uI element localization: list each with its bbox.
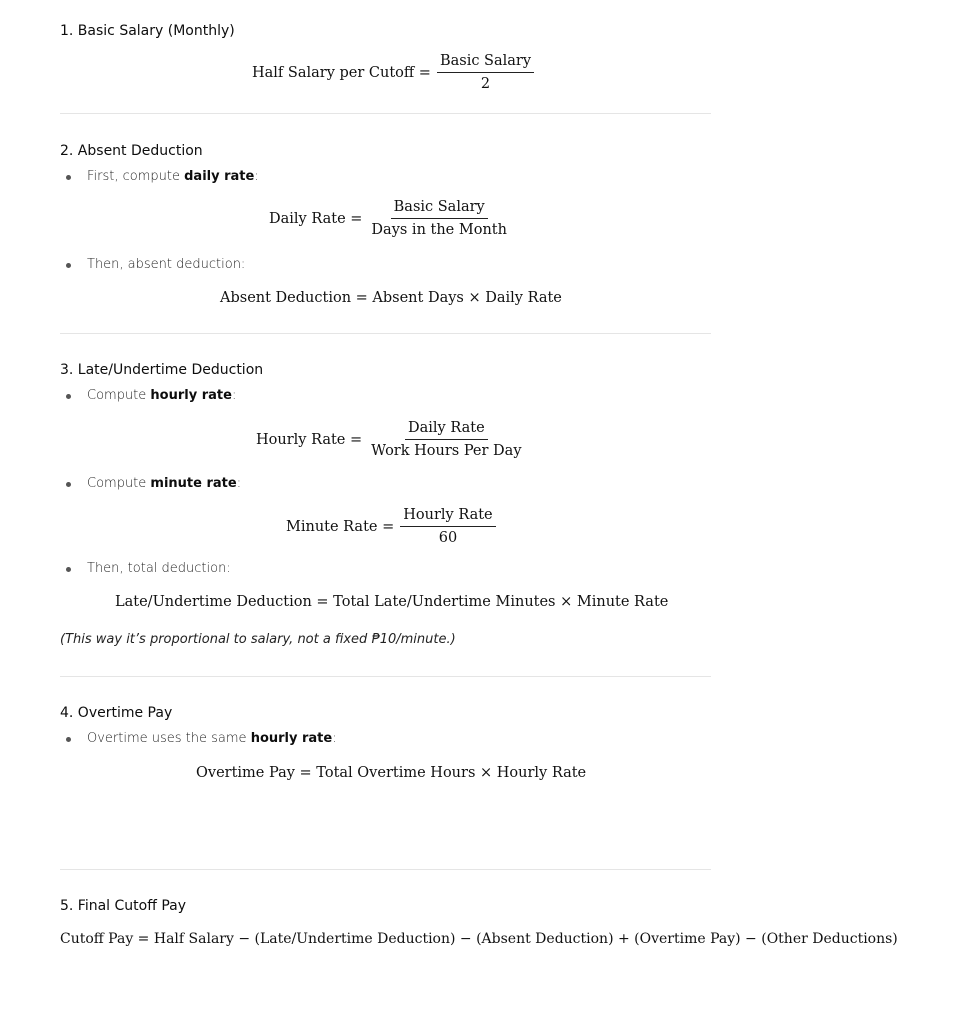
bullet-dot (66, 567, 71, 572)
bullet-bold: hourly rate (150, 388, 232, 403)
divider (60, 333, 711, 334)
bullet-text: Compute (87, 388, 151, 403)
bullet-dot (66, 263, 71, 268)
fraction-denominator: 2 (480, 76, 491, 92)
fraction (400, 506, 495, 547)
section-1-heading: 1. Basic Salary (Monthly) (60, 23, 235, 39)
bullet-suffix: : (236, 476, 242, 491)
minute-rate-formula (286, 506, 496, 547)
bullet-suffix: : (254, 169, 259, 184)
bullet-dot (66, 175, 71, 180)
half-salary-formula (252, 52, 534, 93)
bullet-total-deduction: Then, total deduction: (87, 561, 231, 576)
fraction (368, 419, 524, 460)
divider (60, 113, 711, 114)
bullet-bold: minute rate (150, 476, 237, 491)
bullet-text: First, compute (87, 169, 185, 184)
daily-rate-formula (269, 198, 510, 239)
late-deduction-formula: Late/Undertime Deduction = Total Late/Undertime Minutes × Minute Rate (115, 594, 669, 610)
bullet-minute-rate (87, 476, 241, 491)
bullet-bold: daily rate (184, 169, 255, 184)
fraction-denominator: 60 (438, 530, 458, 546)
bullet-text: Overtime uses the same (87, 731, 251, 746)
fraction-numerator: Hourly Rate (400, 506, 495, 527)
formula-lhs: Half Salary per Cutoff = (252, 64, 431, 81)
section-5-heading: 5. Final Cutoff Pay (60, 898, 186, 914)
absent-deduction-formula: Absent Deduction = Absent Days × Daily Rate (220, 290, 562, 306)
divider (60, 676, 711, 677)
bullet-suffix: : (231, 388, 237, 403)
bullet-hourly-rate (87, 388, 236, 403)
hourly-rate-formula (256, 419, 525, 460)
fraction-numerator: Basic Salary (391, 198, 488, 219)
bullet-suffix: : (332, 731, 337, 746)
bullet-text: Compute (87, 476, 151, 491)
bullet-dot (66, 482, 71, 487)
formula-lhs: Daily Rate = (269, 210, 363, 227)
section-3-heading: 3. Late/Undertime Deduction (60, 362, 264, 378)
fraction-denominator: Work Hours Per Day (371, 443, 522, 459)
bullet-absent-deduction: Then, absent deduction: (87, 257, 246, 272)
bullet-overtime (87, 731, 337, 746)
formula-lhs: Minute Rate = (286, 518, 395, 535)
formula-lhs: Hourly Rate = (256, 431, 363, 448)
overtime-pay-formula: Overtime Pay = Total Overtime Hours × Hourly Rate (196, 765, 587, 781)
fraction (368, 198, 510, 239)
bullet-dot (66, 737, 71, 742)
fraction-numerator: Basic Salary (437, 52, 534, 73)
proportional-note: (This way it’s proportional to salary, not a fixed ₱10/minute.) (60, 632, 456, 647)
fraction-numerator: Daily Rate (405, 419, 488, 440)
cutoff-pay-formula: Cutoff Pay = Half Salary − (Late/Undertime Deduction) − (Absent Deduction) + (Overtime Pay) − (Other Deductions) (60, 931, 898, 947)
divider (60, 869, 711, 870)
bullet-daily-rate (87, 169, 259, 184)
fraction-denominator: Days in the Month (371, 222, 507, 238)
section-2-heading: 2. Absent Deduction (60, 143, 203, 159)
bullet-bold: hourly rate (250, 731, 333, 746)
fraction (437, 52, 534, 93)
bullet-dot (66, 394, 71, 399)
section-4-heading: 4. Overtime Pay (60, 705, 173, 721)
